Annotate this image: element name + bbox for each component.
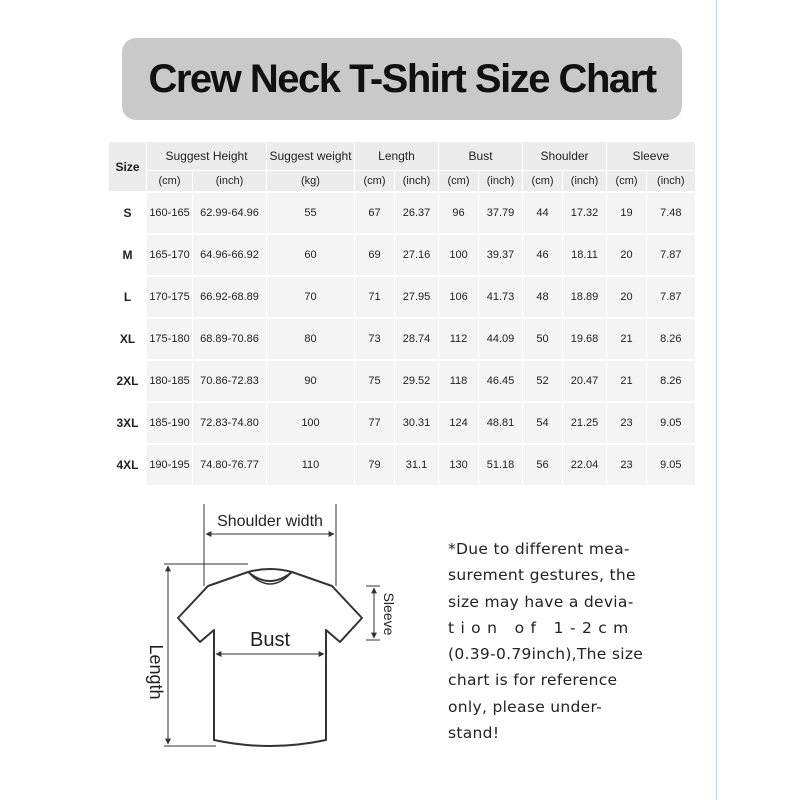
shoulder-inch-cell: 19.68: [563, 318, 607, 360]
height-cm-cell: 180-185: [147, 360, 193, 402]
bust-cm-cell: 96: [439, 192, 479, 234]
table-row: [109, 360, 695, 402]
table-row: [109, 276, 695, 318]
weight-cell: 110: [267, 444, 355, 485]
bust-inch-cell: 46.45: [479, 360, 523, 402]
weight-cell: 80: [267, 318, 355, 360]
unit-inch: (inch): [395, 171, 439, 193]
sleeve-cm-cell: 21: [607, 318, 647, 360]
height-inch-cell: 74.80-76.77: [193, 444, 267, 485]
table-row: [109, 318, 695, 360]
header-length: Length: [355, 142, 439, 171]
header-shoulder: Shoulder: [523, 142, 607, 171]
note-line: (0.39-0.79inch),The size: [448, 645, 644, 664]
shoulder-inch-cell: 18.11: [563, 234, 607, 276]
height-cm-cell: 185-190: [147, 402, 193, 444]
bust-cm-cell: 124: [439, 402, 479, 444]
height-cm-cell: 170-175: [147, 276, 193, 318]
weight-cell: 70: [267, 276, 355, 318]
size-cell: 4XL: [109, 444, 147, 485]
unit-cm: (cm): [439, 171, 479, 193]
length-cm-cell: 73: [355, 318, 395, 360]
bust-inch-cell: 44.09: [479, 318, 523, 360]
height-inch-cell: 64.96-66.92: [193, 234, 267, 276]
unit-cm: (cm): [607, 171, 647, 193]
bust-inch-cell: 39.37: [479, 234, 523, 276]
note-line: stand!: [448, 724, 500, 743]
unit-inch: (inch): [563, 171, 607, 193]
bust-inch-cell: 51.18: [479, 444, 523, 485]
length-inch-cell: 26.37: [395, 192, 439, 234]
height-cm-cell: 175-180: [147, 318, 193, 360]
note-line: size may have a devia-: [448, 592, 634, 611]
tshirt-icon: [178, 569, 362, 746]
sleeve-inch-cell: 9.05: [647, 444, 695, 485]
note-line: surement gestures, the: [448, 566, 636, 585]
unit-inch: (inch): [647, 171, 695, 193]
header-height: Suggest Height: [147, 142, 267, 171]
height-inch-cell: 72.83-74.80: [193, 402, 267, 444]
bust-cm-cell: 118: [439, 360, 479, 402]
header-size: Size: [109, 142, 147, 192]
sleeve-inch-cell: 9.05: [647, 402, 695, 444]
note-line: chart is for reference: [448, 671, 618, 690]
sleeve-cm-cell: 23: [607, 402, 647, 444]
sleeve-cm-cell: 20: [607, 276, 647, 318]
size-cell: 3XL: [109, 402, 147, 444]
sleeve-inch-cell: 7.87: [647, 234, 695, 276]
height-cm-cell: 190-195: [147, 444, 193, 485]
header-sleeve: Sleeve: [607, 142, 695, 171]
height-inch-cell: 68.89-70.86: [193, 318, 267, 360]
page-edge-line: [716, 0, 717, 800]
bust-cm-cell: 112: [439, 318, 479, 360]
shoulder-cm-cell: 46: [523, 234, 563, 276]
sleeve-cm-cell: 21: [607, 360, 647, 402]
measurement-note: [448, 536, 678, 746]
bust-inch-cell: 48.81: [479, 402, 523, 444]
shoulder-cm-cell: 52: [523, 360, 563, 402]
sleeve-inch-cell: 7.87: [647, 276, 695, 318]
unit-inch: (inch): [479, 171, 523, 193]
length-inch-cell: 27.95: [395, 276, 439, 318]
note-line: *Due to different mea-: [448, 540, 630, 558]
unit-kg: (kg): [267, 171, 355, 193]
shoulder-cm-cell: 54: [523, 402, 563, 444]
size-cell: 2XL: [109, 360, 147, 402]
bust-cm-cell: 106: [439, 276, 479, 318]
bust-cm-cell: 100: [439, 234, 479, 276]
sleeve-inch-cell: 7.48: [647, 192, 695, 234]
table-row: [109, 402, 695, 444]
length-inch-cell: 29.52: [395, 360, 439, 402]
height-cm-cell: 160-165: [147, 192, 193, 234]
table-units-row: [109, 171, 695, 193]
header-weight: Suggest weight: [267, 142, 355, 171]
bust-inch-cell: 37.79: [479, 192, 523, 234]
shoulder-inch-cell: 21.25: [563, 402, 607, 444]
length-cm-cell: 69: [355, 234, 395, 276]
sleeve-cm-cell: 20: [607, 234, 647, 276]
length-cm-cell: 77: [355, 402, 395, 444]
length-cm-cell: 75: [355, 360, 395, 402]
sleeve-cm-cell: 19: [607, 192, 647, 234]
unit-cm: (cm): [147, 171, 193, 193]
header-bust: Bust: [439, 142, 523, 171]
length-inch-cell: 27.16: [395, 234, 439, 276]
shoulder-inch-cell: 22.04: [563, 444, 607, 485]
sleeve-cm-cell: 23: [607, 444, 647, 485]
weight-cell: 60: [267, 234, 355, 276]
height-inch-cell: 70.86-72.83: [193, 360, 267, 402]
length-inch-cell: 31.1: [395, 444, 439, 485]
length-cm-cell: 71: [355, 276, 395, 318]
page-title: Crew Neck T-Shirt Size Chart: [148, 56, 656, 101]
size-cell: XL: [109, 318, 147, 360]
sleeve-inch-cell: 8.26: [647, 318, 695, 360]
shoulder-cm-cell: 56: [523, 444, 563, 485]
title-banner: [122, 38, 682, 120]
weight-cell: 100: [267, 402, 355, 444]
length-inch-cell: 28.74: [395, 318, 439, 360]
weight-cell: 90: [267, 360, 355, 402]
shoulder-inch-cell: 17.32: [563, 192, 607, 234]
height-cm-cell: 165-170: [147, 234, 193, 276]
sleeve-inch-cell: 8.26: [647, 360, 695, 402]
shoulder-cm-cell: 48: [523, 276, 563, 318]
shoulder-width-label: Shoulder width: [217, 513, 323, 530]
tshirt-measurement-diagram: [140, 490, 400, 790]
table-row: [109, 444, 695, 485]
unit-cm: (cm): [523, 171, 563, 193]
shoulder-cm-cell: 44: [523, 192, 563, 234]
size-chart-table: [108, 142, 695, 485]
note-line: tion of 1-2cm: [448, 618, 635, 637]
unit-inch: (inch): [193, 171, 267, 193]
sleeve-label: Sleeve: [381, 592, 397, 636]
length-inch-cell: 30.31: [395, 402, 439, 444]
size-cell: S: [109, 192, 147, 234]
length-cm-cell: 79: [355, 444, 395, 485]
shoulder-cm-cell: 50: [523, 318, 563, 360]
length-cm-cell: 67: [355, 192, 395, 234]
unit-cm: (cm): [355, 171, 395, 193]
bust-label: Bust: [249, 629, 291, 651]
bust-cm-cell: 130: [439, 444, 479, 485]
table-row: [109, 192, 695, 234]
length-label: Length: [146, 644, 166, 700]
shoulder-inch-cell: 18.89: [563, 276, 607, 318]
height-inch-cell: 66.92-68.89: [193, 276, 267, 318]
table-row: [109, 234, 695, 276]
weight-cell: 55: [267, 192, 355, 234]
table-header-row: [109, 142, 695, 171]
note-line: only, please under-: [448, 697, 603, 716]
height-inch-cell: 62.99-64.96: [193, 192, 267, 234]
shoulder-inch-cell: 20.47: [563, 360, 607, 402]
size-cell: M: [109, 234, 147, 276]
size-cell: L: [109, 276, 147, 318]
bust-inch-cell: 41.73: [479, 276, 523, 318]
